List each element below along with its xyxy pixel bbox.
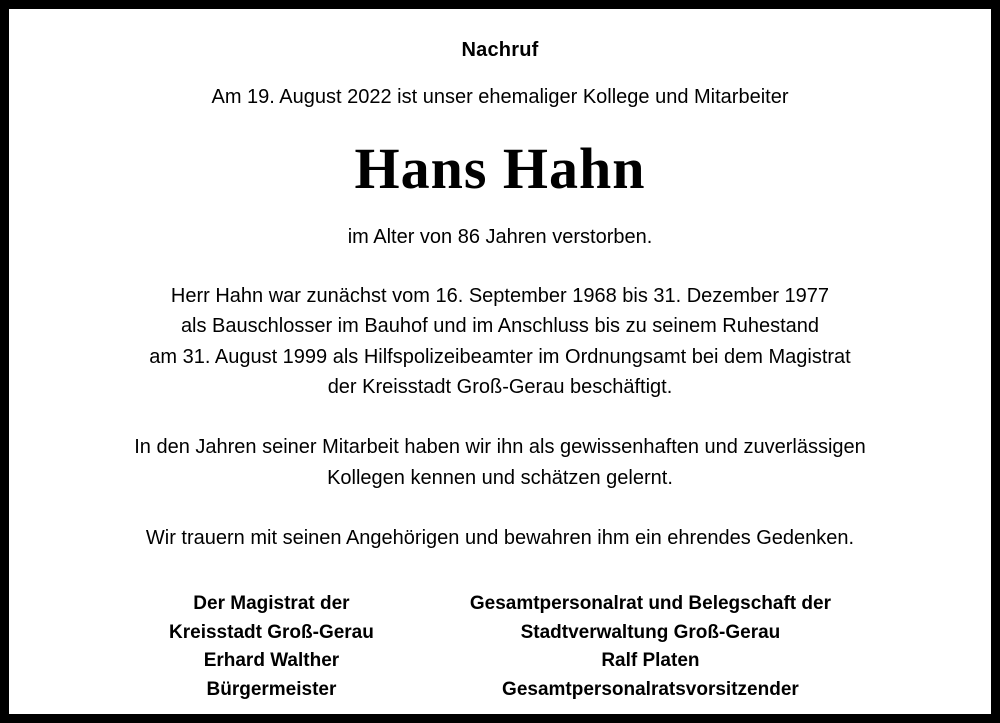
signatory-magistrat-line-2: Kreisstadt Groß-Gerau	[169, 621, 374, 643]
career-paragraph-line-4: der Kreisstadt Groß-Gerau beschäftigt.	[327, 376, 673, 399]
appreciation-paragraph-line-2: Kollegen kennen und schätzen gelernt.	[327, 466, 673, 489]
notice-heading: Nachruf	[461, 39, 539, 61]
signatory-personalrat-line-2: Stadtverwaltung Groß-Gerau	[520, 621, 781, 643]
signatory-personalrat	[470, 590, 831, 706]
signatory-magistrat	[169, 590, 374, 706]
appreciation-paragraph	[134, 432, 866, 493]
signatory-personalrat-line-4: Gesamtpersonalratsvorsitzender	[502, 679, 799, 701]
signatory-magistrat-line-1: Der Magistrat der	[193, 592, 350, 614]
condolence-paragraph-line-1: Wir trauern mit seinen Angehörigen und bewahren ihm ein ehrendes Gedenken.	[145, 527, 855, 550]
appreciation-paragraph-line-1: In den Jahren seiner Mitarbeit haben wir ihn als gewissenhaften und zuverlässigen	[134, 436, 866, 459]
career-paragraph	[149, 281, 850, 403]
signatory-magistrat-line-3: Erhard Walther	[203, 650, 340, 672]
signatory-personalrat-line-1: Gesamtpersonalrat und Belegschaft der	[469, 592, 831, 614]
signatory-magistrat-line-4: Bürgermeister	[206, 679, 337, 701]
career-paragraph-line-1: Herr Hahn war zunächst vom 16. September 1968 bis 31. Dezember 1977	[170, 284, 830, 307]
career-paragraph-line-3: am 31. August 1999 als Hilfspolizeibeamter im Ordnungsamt bei dem Magistrat	[149, 345, 851, 368]
deceased-name: Hans Hahn	[354, 136, 646, 201]
career-paragraph-line-2: als Bauschlosser im Bauhof und im Anschluss bis zu seinem Ruhestand	[180, 315, 820, 338]
intro-line: Am 19. August 2022 ist unser ehemaliger Kollege und Mitarbeiter	[211, 86, 789, 108]
age-line: im Alter von 86 Jahren verstorben.	[347, 225, 653, 248]
signatories	[37, 590, 963, 706]
condolence-paragraph	[146, 523, 854, 553]
signatory-personalrat-line-3: Ralf Platen	[601, 650, 700, 672]
